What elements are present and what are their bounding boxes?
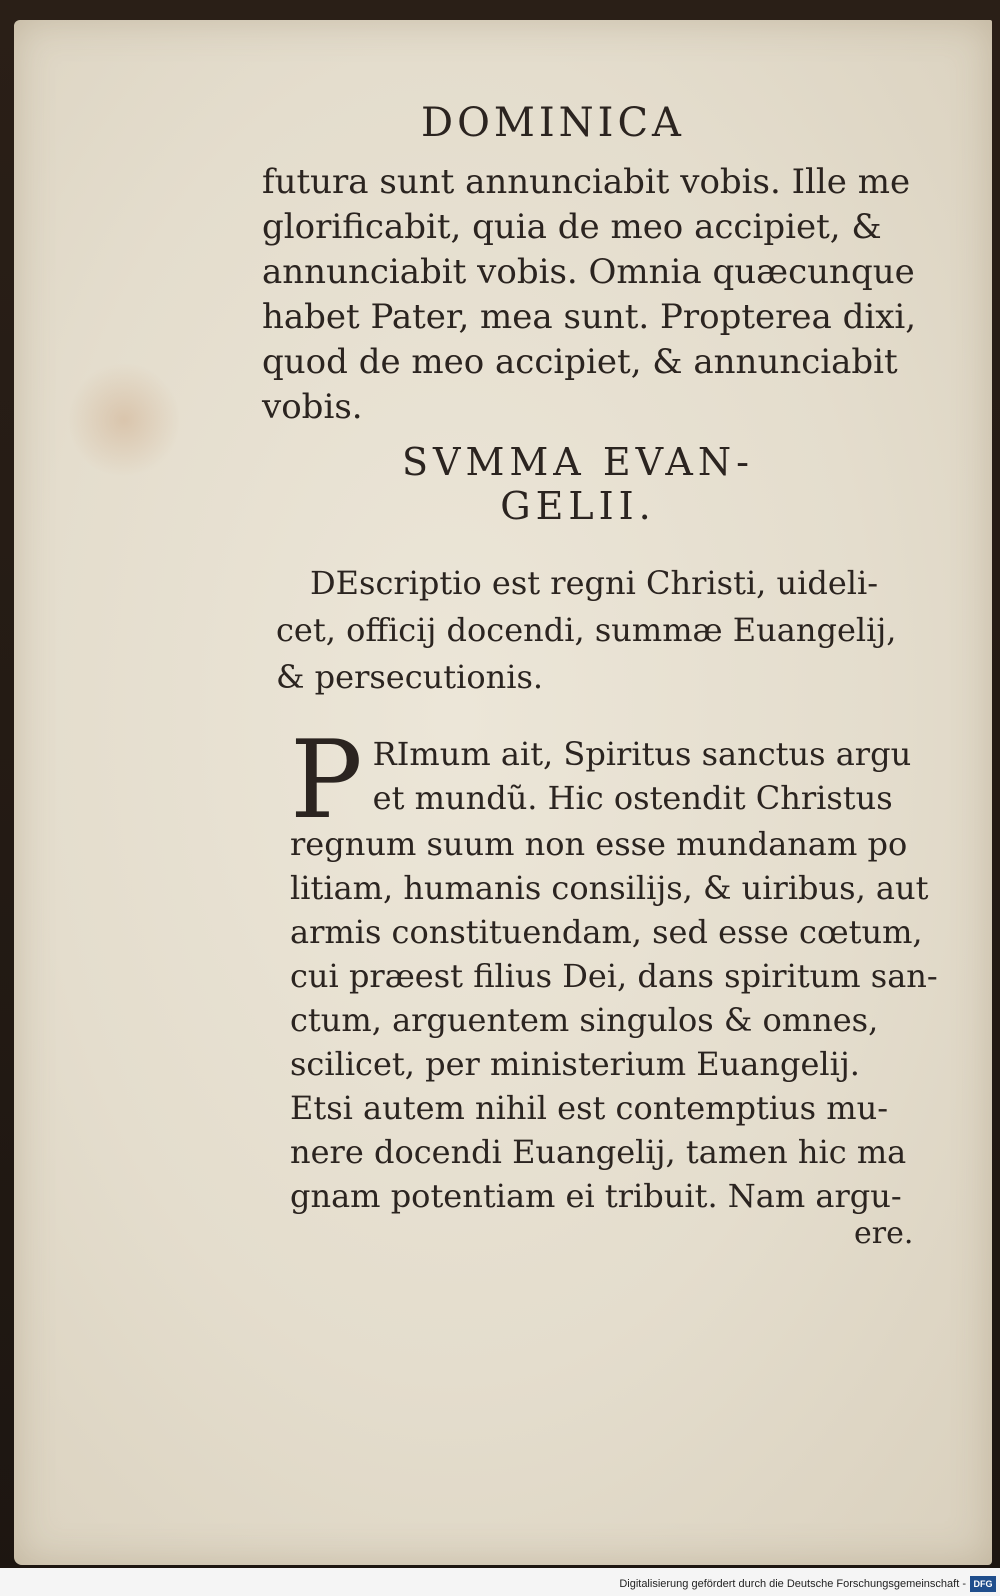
text-line: glorificabit, quia de meo accipiet, & — [262, 207, 882, 247]
text-line: nere docendi Euangelij, tamen hic ma — [290, 1133, 907, 1171]
text-line: regnum suum non esse mundanam po — [290, 825, 908, 863]
text-line: & persecutionis. — [276, 658, 544, 696]
catchword: ere. — [854, 1216, 914, 1251]
text-line: quod de meo accipiet, & annunciabit — [262, 342, 898, 382]
heading-line: SVMMA EVAN- — [402, 440, 754, 484]
text-line: cui præest filius Dei, dans spiritum san- — [290, 957, 938, 995]
text-line: DEscriptio est regni Christi, uideli- — [310, 564, 879, 602]
text-line: ctum, arguentem singulos & omnes, — [290, 1001, 879, 1039]
text-line: litiam, humanis consilijs, & uiribus, aut — [290, 869, 929, 907]
body-paragraph — [290, 718, 950, 1218]
text-line: annunciabit vobis. Omnia quæcunque — [262, 252, 915, 292]
drop-cap: P — [290, 718, 363, 843]
text-line: Etsi autem nihil est contemptius mu- — [290, 1089, 889, 1127]
summary-paragraph — [276, 560, 946, 701]
text-line: scilicet, per ministerium Euangelij. — [290, 1045, 860, 1083]
book-page — [14, 20, 992, 1565]
footer-bar — [0, 1568, 1000, 1596]
funding-credit: Digitalisierung gefördert durch die Deutsche Forschungsgemeinschaft - — [619, 1578, 966, 1590]
text-line: vobis. — [262, 387, 363, 427]
section-heading — [14, 440, 992, 528]
dfg-logo: DFG — [970, 1576, 996, 1592]
text-line: cet, officij docendi, summæ Euangelij, — [276, 611, 897, 649]
opening-paragraph — [262, 160, 942, 430]
running-head: DOMINICA — [421, 100, 685, 146]
text-line: et mundũ. Hic ostendit Christus — [372, 779, 893, 817]
text-line: armis constituendam, sed esse cœtum, — [290, 913, 923, 951]
heading-line: GELII. — [500, 484, 656, 528]
text-line: futura sunt annunciabit vobis. Ille me — [262, 162, 911, 202]
text-line: gnam potentiam ei tribuit. Nam argu- — [290, 1177, 902, 1215]
text-line: habet Pater, mea sunt. Propterea dixi, — [262, 297, 917, 337]
text-line: RImum ait, Spiritus sanctus argu — [372, 735, 912, 773]
